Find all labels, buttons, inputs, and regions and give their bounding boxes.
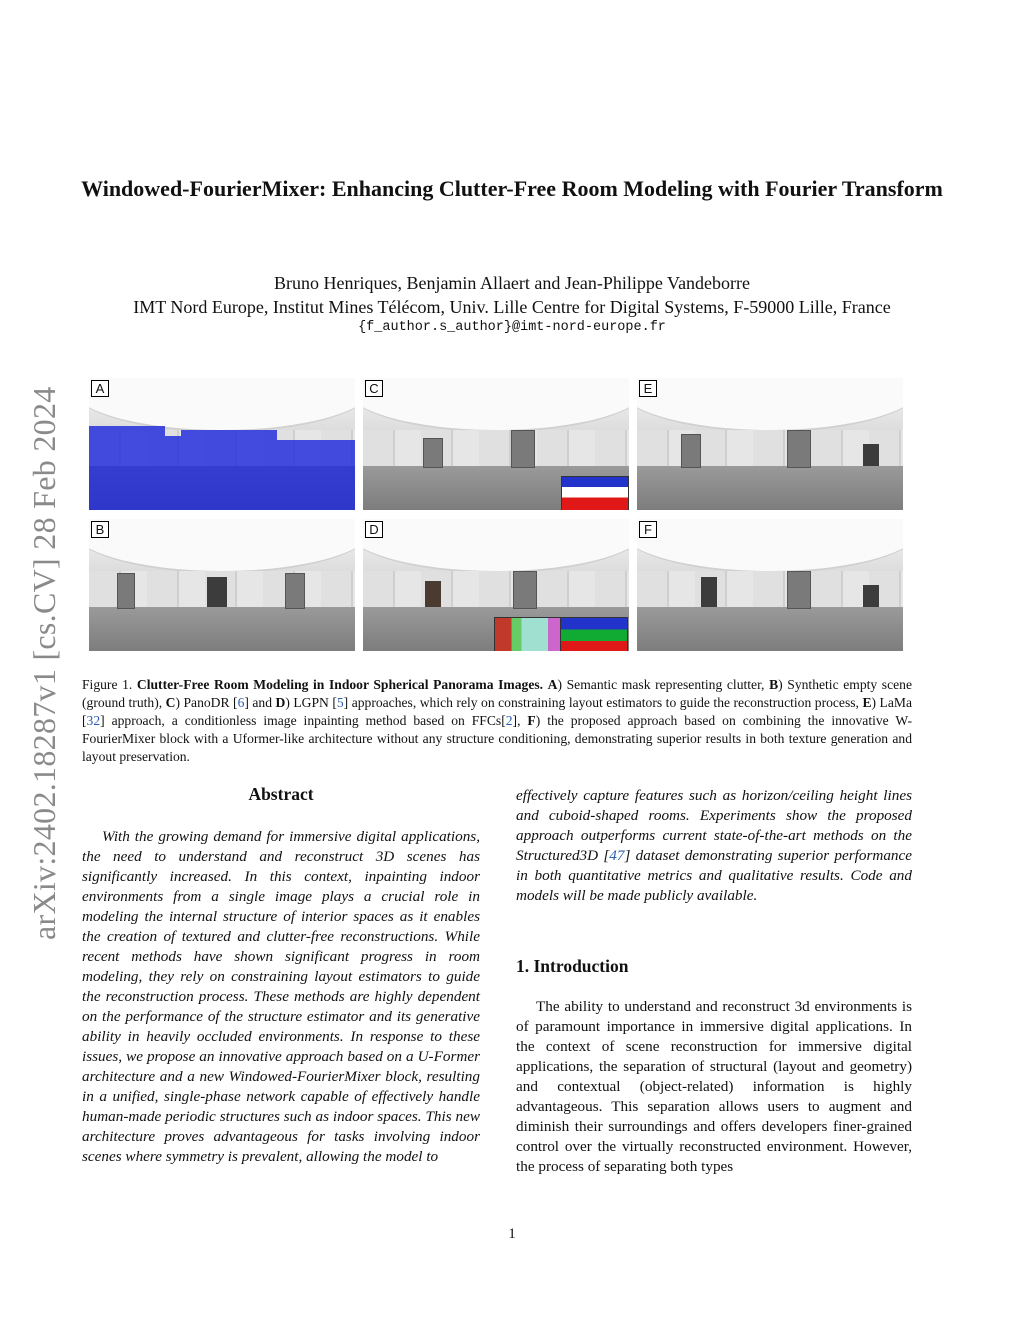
- caption-key-a: A: [547, 677, 558, 692]
- figure-panel-e: [637, 378, 903, 510]
- panel-label-e: E: [639, 380, 657, 397]
- author-list: Bruno Henriques, Benjamin Allaert and Jean-Philippe Vandeborre: [273, 273, 751, 293]
- affiliation: IMT Nord Europe, Institut Mines Télécom, Univ. Lille Centre for Digital Systems, F-59000 Lille, France: [133, 297, 891, 317]
- figure-panel-f: [637, 519, 903, 651]
- abstract-cont-text-end: ] dataset demonstrating superior performance in both quantitative metrics and qualitative results. Code and models will be made publicly available.: [516, 847, 912, 904]
- abstract-continuation: [516, 786, 912, 906]
- author-block: [60, 271, 964, 319]
- figure-caption: [82, 676, 912, 766]
- arxiv-stamp: arXiv:2402.18287v1 [cs.CV] 28 Feb 2024: [26, 386, 62, 940]
- abstract-cont-text: effectively capture features such as horizon/ceiling height lines and cuboid-shaped rooms. Experiments show the proposed approach outperforms current state-of-the-art methods on the Structured3D [: [516, 787, 912, 864]
- panel-label-f: F: [639, 521, 657, 538]
- citation-link[interactable]: 2: [505, 713, 513, 728]
- page-number: 1: [508, 1226, 516, 1242]
- panel-label-d: D: [365, 521, 383, 538]
- panel-label-b: B: [91, 521, 109, 538]
- panel-label-a: A: [91, 380, 109, 397]
- caption-d: ) LGPN [: [285, 695, 337, 710]
- caption-a: ) Semantic mask representing clutter,: [557, 677, 770, 692]
- caption-prefix: Figure 1.: [82, 677, 133, 692]
- caption-b: ) Synthetic empty scene (ground truth),: [82, 677, 912, 710]
- citation-link[interactable]: 47: [609, 847, 625, 864]
- paper-title: Windowed-FourierMixer: Enhancing Clutter-Free Room Modeling with Fourier Transform: [81, 176, 943, 201]
- caption-e: ) LaMa [: [82, 695, 912, 728]
- right-column: [516, 786, 912, 1177]
- left-column: [82, 784, 480, 1167]
- citation-link[interactable]: 32: [86, 713, 101, 728]
- caption-key-f: F: [527, 713, 536, 728]
- caption-d-end: ] approaches, which rely on constraining layout estimators to guide the reconstruction process,: [343, 695, 863, 710]
- author-email: {f_author.s_author}@imt-nord-europe.fr: [358, 320, 666, 335]
- figure-panel-d: [363, 519, 629, 651]
- citation-link[interactable]: 6: [237, 695, 245, 710]
- caption-key-b: B: [769, 677, 779, 692]
- caption-e-mid: ] approach, a conditionless image inpainting method based on FFCs[: [100, 713, 506, 728]
- figure-panel-b: [89, 519, 355, 651]
- abstract-heading: Abstract: [248, 784, 314, 804]
- caption-key-c: C: [165, 695, 176, 710]
- caption-c: ) PanoDR [: [175, 695, 238, 710]
- figure-panel-a: [89, 378, 355, 510]
- figure-panel-c: [363, 378, 629, 510]
- citation-link[interactable]: 5: [336, 695, 344, 710]
- caption-key-e: E: [862, 695, 872, 710]
- caption-f: ) the proposed approach based on combining the innovative W-FourierMixer block with a Uformer-like architecture without any structure conditioning, demonstrating superior results in both texture generation and layout preservation.: [82, 713, 912, 764]
- introduction-body: The ability to understand and reconstruct 3d environments is of paramount importance in immersive digital applications. In the context of scene reconstruction for immersive digital applications, the separation of structural (layout and geometry) and contextual (object-related) information is highly advantageous. This separation allows users to augment and diminish their surroundings and offers developers finer-grained control over the virtually reconstructed environment. However, the process of separating both types: [516, 998, 912, 1175]
- caption-title: Clutter-Free Room Modeling in Indoor Spherical Panorama Images.: [136, 677, 544, 692]
- caption-c-end: ] and: [244, 695, 276, 710]
- caption-key-d: D: [275, 695, 286, 710]
- introduction-heading: 1. Introduction: [516, 956, 629, 976]
- abstract-body: With the growing demand for immersive digital applications, the need to understand and reconstruct 3D scenes has significantly increased. In this context, inpainting indoor environments from a single image plays a crucial role in modeling the internal structure of interior spaces as it enables the creation of textured and clutter-free reconstructions. While recent methods have shown significant progress in room modeling, they rely on constraining layout estimators to guide the reconstruction process. These methods are highly dependent on the performance of the structure estimator and its generative ability in heavily occluded environments. In response to these issues, we propose an innovative approach based on a U-Former architecture and a new Windowed-FourierMixer block, resulting in a unified, single-phase network capable of effectively handle human-made periodic structures such as indoor spaces. This new architecture proves advantageous for tasks involving indoor scenes where symmetry is prevalent, allowing the model to: [82, 828, 480, 1165]
- caption-e-end: ],: [512, 713, 528, 728]
- panel-label-c: C: [365, 380, 383, 397]
